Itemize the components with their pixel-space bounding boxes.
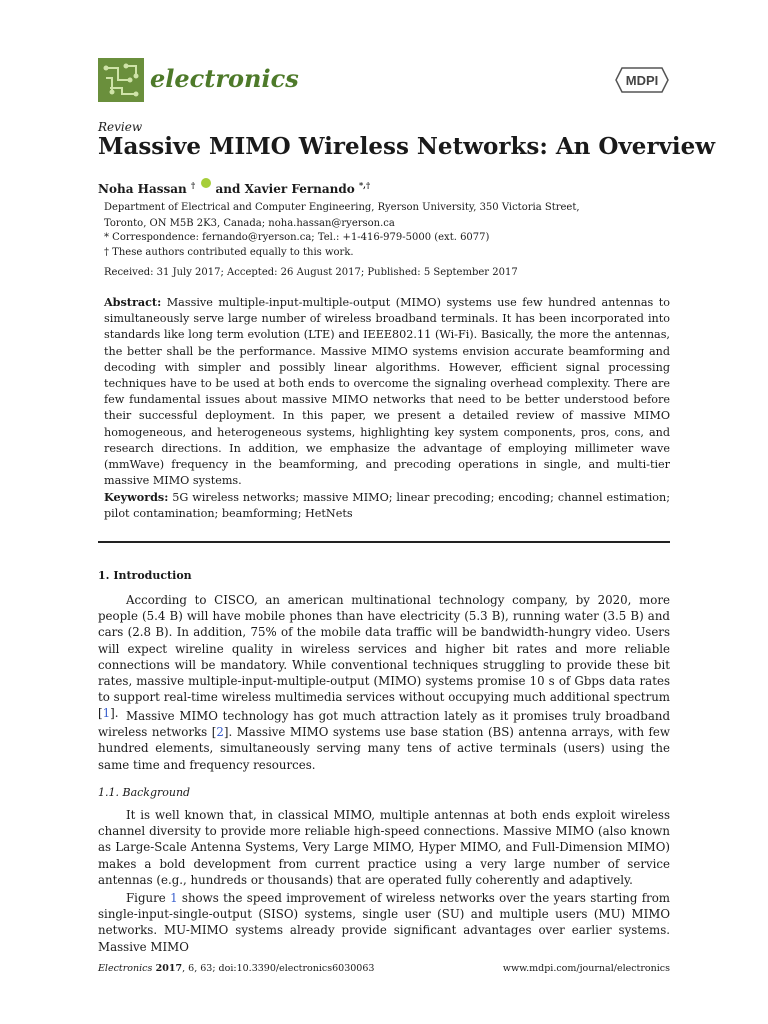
- author-name[interactable]: Xavier Fernando: [244, 182, 355, 196]
- mdpi-logo-icon: [614, 66, 670, 94]
- paragraph-text: According to CISCO, an american multinational technology company, by 2020, more people (5.4 B) will have mobile phones than have electricity (5.3 B), running water (3.5 B) and cars (2.8 B). In addition, 75% of the mobile data traffic will be bandwidth-hungry video. Users will expect wireline quality in wireless services and higher bit rates and more reliable connections will be mandatory. While conventional techniques struggling to provide these bit rates, massive multiple-input-multiple-output (MIMO) systems promise 10 s of Gbps data rates to support real-time wireless multimedia services without occupying much additional spectrum [: [98, 593, 670, 721]
- abstract-text: Massive multiple-input-multiple-output (MIMO) systems use few hundred antennas to simultaneously serve large number of wireless broadband terminals. It has been incorporated into standards like long term evolution (LTE) and IEEE802.11 (Wi-Fi). Basically, the more the antennas, the better shall be the performance. Massive MIMO systems envision accurate beamforming and decoding with simpler and possibly linear algorithms. However, efficient signal processing techniques have to be used at both ends to overcome the signaling overhead complexity. There are few fundamental issues about massive MIMO networks that need to be better understood before their successful deployment. In this paper, we present a detailed review of massive MIMO homogeneous, and heterogeneous systems, highlighting key system components, pros, cons, and research directions. In addition, we emphasize the advantage of employing millimeter wave (mmWave) frequency in the beamforming, and precoding operations in single, and multi-tier massive MIMO systems.: [104, 296, 670, 488]
- correspondence-line: * Correspondence: fernando@ryerson.ca; Tel.: +1-416-979-5000 (ext. 6077): [104, 232, 490, 243]
- paragraph-text: shows the speed improvement of wireless networks over the years starting from single-input-single-output (SISO) systems, single user (SU) and multiple users (MU) MIMO networks. MU-MIMO systems already provide significant advantages over earlier systems. Massive MIMO: [98, 891, 670, 954]
- background-paragraph: It is well known that, in classical MIMO, multiple antennas at both ends exploit wireless channel diversity to provide more reliable high-speed connections. Massive MIMO (also known as Large-Scale Antenna Systems, Very Large MIMO, Hyper MIMO, and Full-Dimension MIMO) makes a bold development from current practice using a very large number of service antennas (e.g., hundreds or thousands) that are operated fully coherently and adaptively.: [98, 808, 670, 887]
- abstract: [104, 294, 670, 489]
- keywords-label: Keywords:: [104, 490, 169, 504]
- divider: [98, 541, 670, 543]
- journal-name: electronics: [150, 64, 299, 93]
- footer-url[interactable]: www.mdpi.com/journal/electronics: [502, 963, 670, 974]
- author-connector: and: [211, 182, 245, 196]
- footer-citation: [98, 963, 374, 974]
- paragraph-text: Figure: [126, 891, 171, 905]
- citation-link[interactable]: 1: [102, 706, 111, 721]
- abstract-label: Abstract:: [104, 295, 162, 309]
- equal-contribution-note: † These authors contributed equally to this work.: [104, 247, 354, 258]
- footer-year: 2017: [152, 963, 183, 974]
- section-heading: 1. Introduction: [98, 569, 192, 582]
- author-mark: *,†: [358, 180, 371, 190]
- paragraph-text: Massive MIMO technology has got much attraction lately as it promises truly broadband wireless networks [: [98, 709, 670, 740]
- publisher-name: MDPI: [625, 73, 659, 88]
- publication-dates: Received: 31 July 2017; Accepted: 26 August 2017; Published: 5 September 2017: [104, 267, 518, 278]
- citation-link[interactable]: 2: [216, 725, 224, 740]
- orcid-icon[interactable]: [201, 178, 211, 188]
- page-title: Massive MIMO Wireless Networks: An Overview: [98, 133, 716, 160]
- footer-journal: Electronics: [98, 963, 153, 974]
- author-name[interactable]: Noha Hassan: [98, 182, 187, 196]
- subsection-heading: 1.1. Background: [98, 786, 191, 799]
- paragraph-text: ]. Massive MIMO systems use base station (BS) antenna arrays, with few hundred elements, simultaneously serving many tens of active terminals (users) using the same time and frequency resources.: [98, 725, 670, 772]
- keywords: [104, 489, 670, 522]
- article-type: Review: [98, 120, 143, 134]
- journal-logo-icon: [98, 58, 144, 102]
- background-paragraph: [98, 890, 670, 955]
- paragraph-text: ].: [110, 706, 119, 721]
- keywords-text: 5G wireless networks; massive MIMO; linear precoding; encoding; channel estimation; pilot contamination; beamforming; HetNets: [104, 491, 670, 521]
- affiliation-line: Department of Electrical and Computer Engineering, Ryerson University, 350 Victoria Street,: [104, 202, 580, 213]
- figure-link[interactable]: 1: [170, 891, 178, 905]
- author-list: [98, 178, 370, 196]
- author-mark: †: [190, 180, 196, 190]
- intro-paragraph: [98, 708, 670, 773]
- footer-doi[interactable]: , 6, 63; doi:10.3390/electronics6030063: [182, 963, 375, 974]
- intro-paragraph: [98, 592, 670, 722]
- affiliation-line: Toronto, ON M5B 2K3, Canada; noha.hassan@ryerson.ca: [104, 218, 395, 229]
